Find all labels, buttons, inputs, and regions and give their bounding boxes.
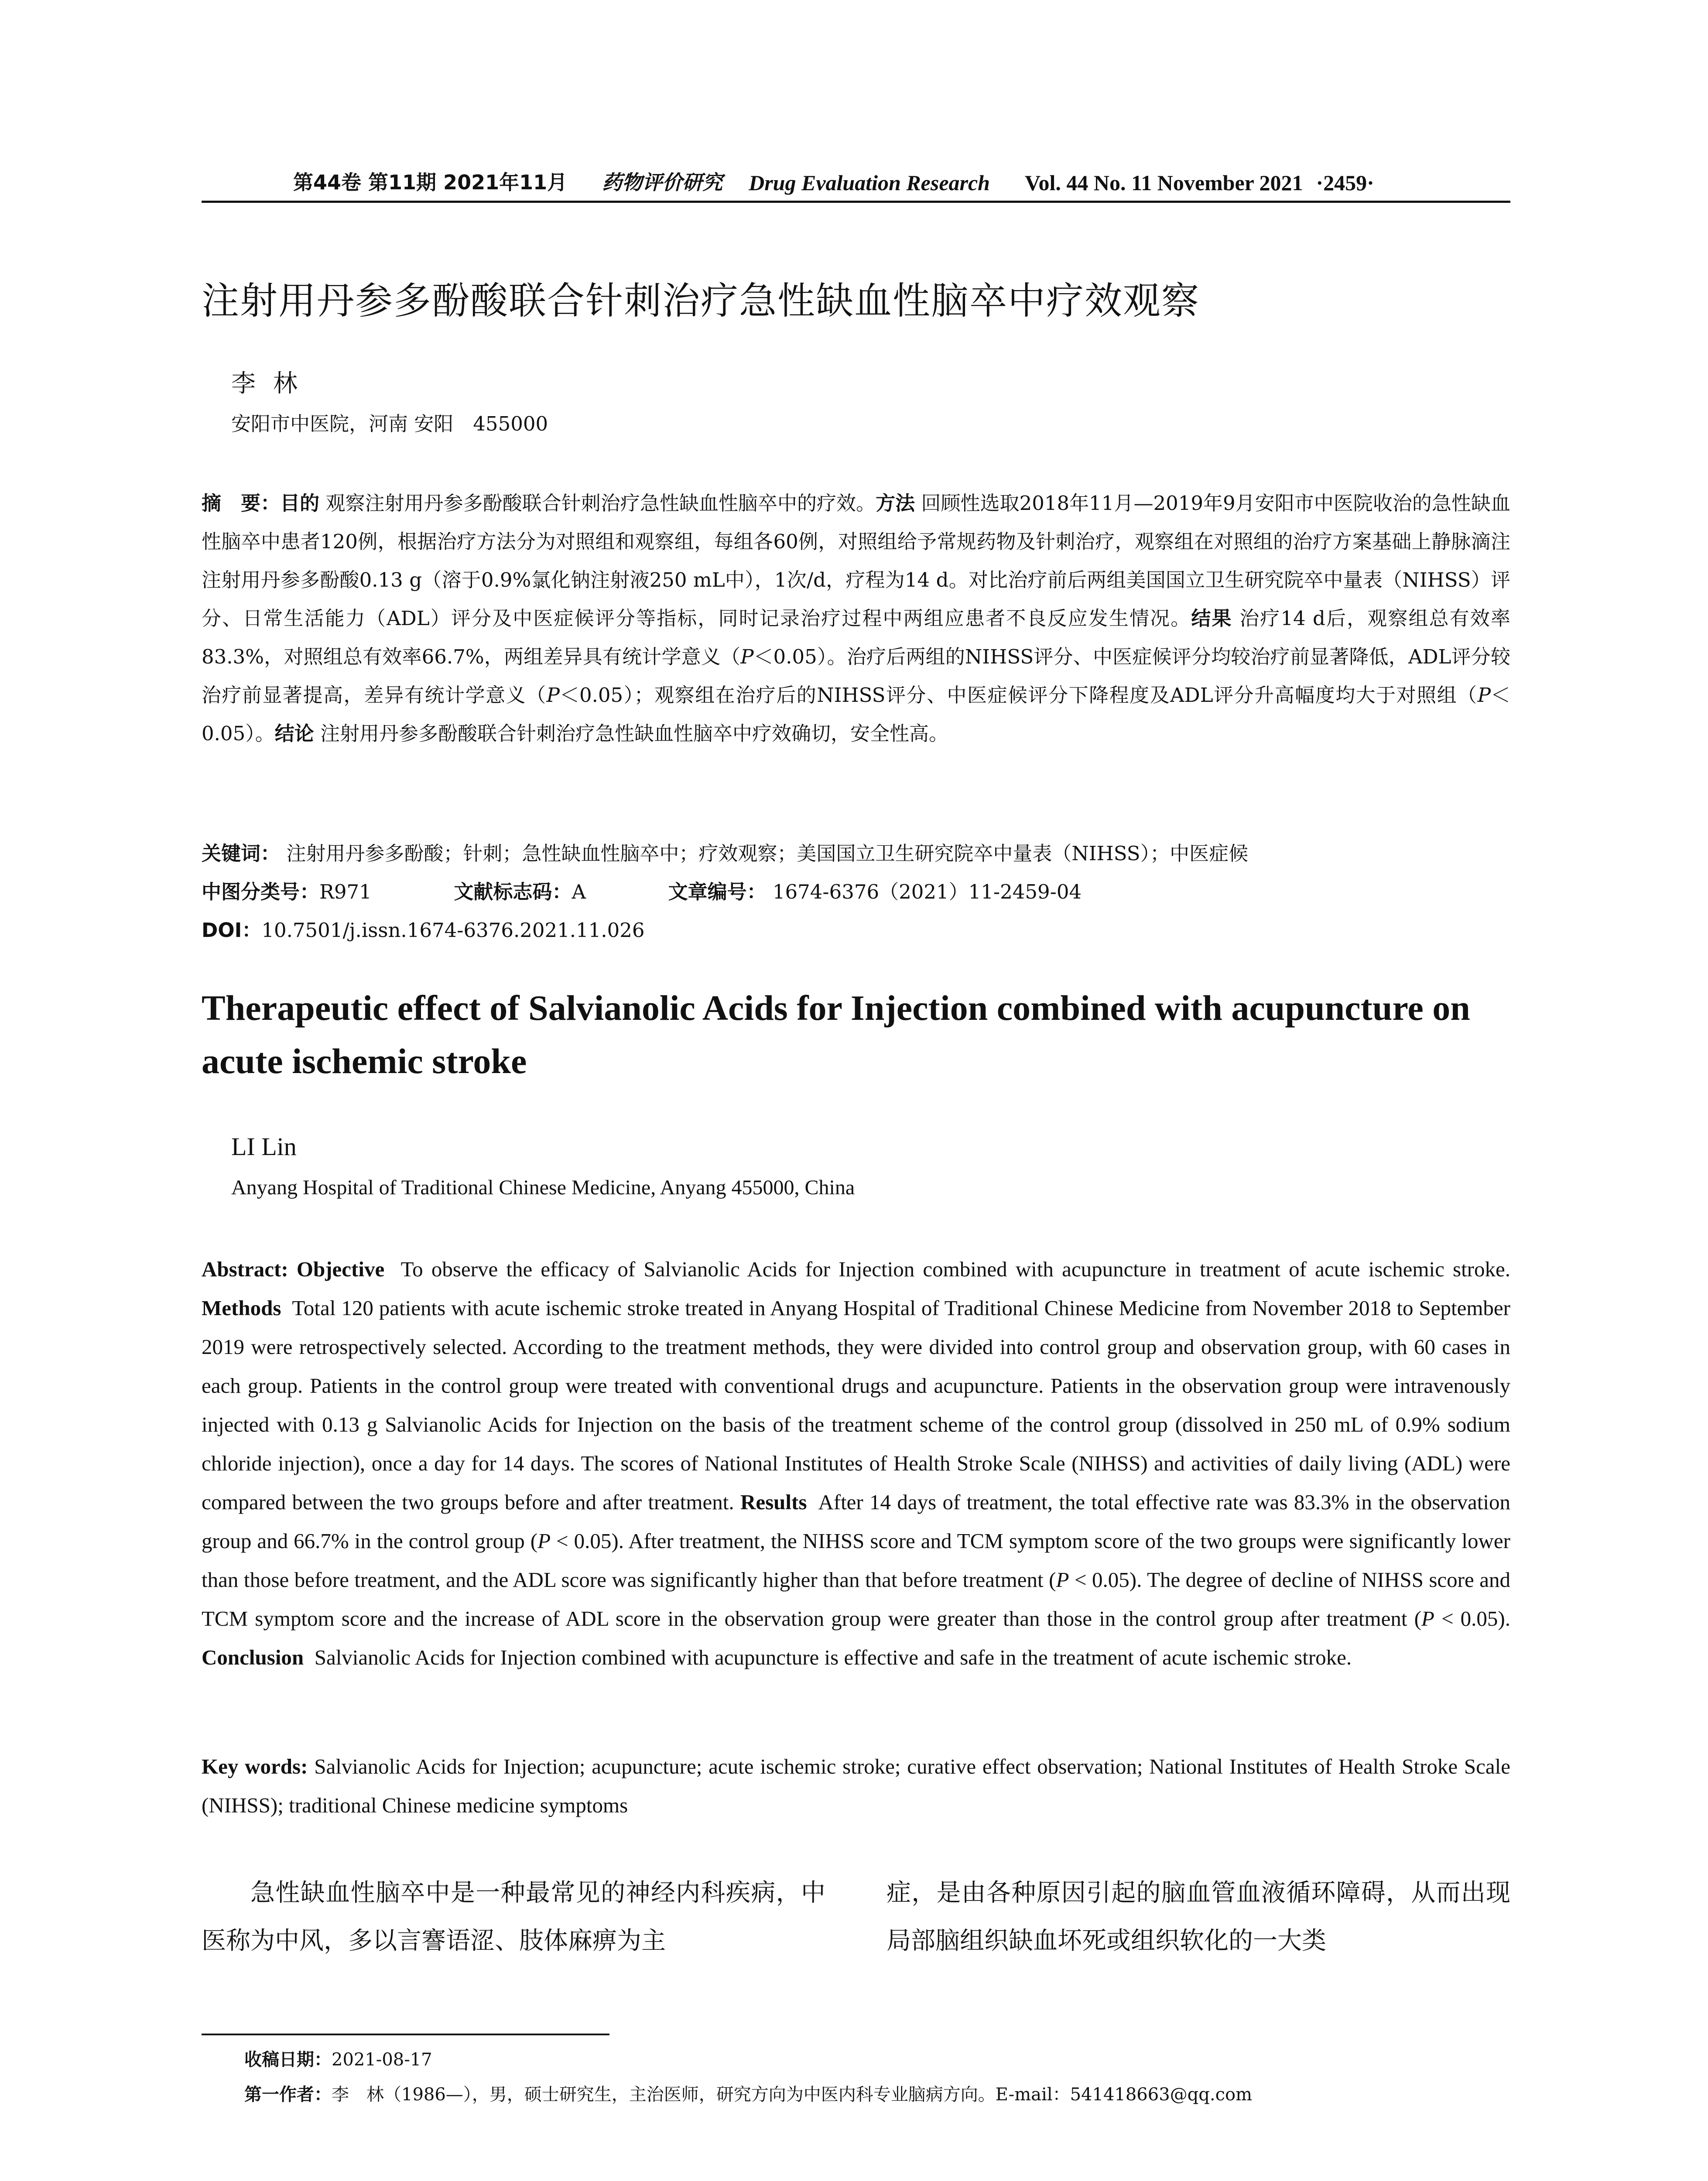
- en-results-label: Results: [740, 1490, 807, 1514]
- en-abstract: [202, 1250, 1510, 1677]
- cn-keywords: [202, 838, 1248, 866]
- doccode-value: A: [572, 880, 586, 903]
- first-author-label: 第一作者：: [244, 2085, 332, 2105]
- en-methods: Total 120 patients with acute ischemic stroke treated in Anyang Hospital of Traditional Chinese Medicine from November 2018 to September 2019 were retrospectively selected. According to the treatment methods, they were divided into control group and observation group, with 60 cases in each group. Patients in the control group were treated with conventional drugs and acupuncture. Patients in the observation group were intravenously injected with 0.13 g Salvianolic Acids for Injection on the basis of the treatment scheme of the control group (dissolved in 250 mL of 0.9% sodium chloride injection), once a day for 14 days. The scores of National Institutes of Health Stroke Scale (NIHSS) and activities of daily living (ADL) were compared between the two groups before and after treatment.: [202, 1296, 1511, 1514]
- header-volume: Vol. 44 No. 11 November 2021: [1024, 171, 1303, 195]
- cn-title: 注射用丹参多酚酸联合针刺治疗急性缺血性脑卒中疗效观察: [202, 279, 1200, 323]
- cn-keywords-label: 关键词：: [202, 842, 281, 865]
- en-p-value: P: [1421, 1607, 1434, 1631]
- cn-p-value: P: [1477, 684, 1491, 707]
- running-header: [202, 168, 1510, 203]
- received-date: 2021-08-17: [332, 2050, 432, 2070]
- cn-results-label: 结果: [1191, 607, 1232, 630]
- cn-affiliation: 安阳市中医院，河南 安阳 455000: [231, 412, 548, 435]
- first-author-info: 李 林（1986—），男，硕士研究生，主治医师，研究方向为中医内科专业脑病方向。E-mail：541418663@qq.com: [332, 2085, 1252, 2105]
- en-objective-label: Objective: [296, 1257, 385, 1281]
- en-affiliation: Anyang Hospital of Traditional Chinese Medicine, Anyang 455000, China: [231, 1176, 855, 1199]
- doi-label: DOI：: [202, 919, 262, 942]
- header-journal: Drug Evaluation Research: [749, 171, 990, 195]
- en-conclusion: Salvianolic Acids for Injection combined with acupuncture is effective and safe in the treatment of acute ischemic stroke.: [314, 1645, 1352, 1669]
- cn-conclusion-label: 结论: [274, 722, 314, 745]
- clc-code: R971: [319, 880, 372, 903]
- journal-logo: 药物评价研究: [602, 171, 723, 194]
- article-number-label: 文章编号：: [668, 880, 767, 903]
- doccode-label: 文献标志码：: [454, 880, 572, 903]
- en-author: LI Lin: [231, 1132, 297, 1161]
- body-column-left: 急性缺血性脑卒中是一种最常见的神经内科疾病，中医称为中风，多以言謇语涩、肢体麻痹为主: [202, 1879, 825, 1955]
- cn-author: 李林: [231, 369, 315, 398]
- article-number: 1674-6376（2021）11-2459-04: [772, 880, 1082, 903]
- cn-methods-label: 方法: [876, 492, 915, 515]
- header-issue: 第44卷 第11期 2021年11月: [293, 171, 568, 194]
- cn-conclusion: 注射用丹参多酚酸联合针刺治疗急性缺血性脑卒中疗效确切，安全性高。: [320, 722, 949, 745]
- en-p-value: P: [1056, 1568, 1069, 1592]
- footnote-divider: [202, 2034, 609, 2035]
- footnote-received: [244, 2046, 432, 2071]
- clc-label: 中图分类号：: [202, 880, 320, 903]
- cn-objective: 观察注射用丹参多酚酸联合针刺治疗急性缺血性脑卒中的疗效。: [325, 492, 876, 515]
- en-results-a: After 14 days of treatment, the total effective rate was 83.3% in the observation group and 66.7% in the control group (: [202, 1490, 1511, 1553]
- en-results-b: < 0.05). After treatment, the NIHSS score and TCM symptom score of the two groups were significantly lower than those before treatment, and the ADL score was significantly higher than that before treatment (: [202, 1529, 1510, 1592]
- received-label: 收稿日期：: [244, 2050, 332, 2070]
- header-page: ·2459·: [1316, 171, 1374, 195]
- doi-value: 10.7501/j.issn.1674-6376.2021.11.026: [261, 919, 645, 942]
- en-conclusion-label: Conclusion: [202, 1645, 304, 1669]
- body-column-right: 症，是由各种原因引起的脑血管血液循环障碍，从而出现局部脑组织缺血坏死或组织软化的一大类: [887, 1879, 1510, 1955]
- en-abstract-label: Abstract:: [202, 1257, 288, 1281]
- cn-keywords-text: 注射用丹参多酚酸；针刺；急性缺血性脑卒中；疗效观察；美国国立卫生研究院卒中量表（NIHSS）；中医症候: [286, 842, 1249, 865]
- en-p-value: P: [537, 1529, 551, 1553]
- cn-p-value: P: [546, 684, 560, 707]
- cn-classification: [202, 876, 1082, 904]
- doi-line: [202, 914, 645, 943]
- en-keywords-text: Salvianolic Acids for Injection; acupuncture; acute ischemic stroke; curative effect observation; National Institutes of Health Stroke Scale (NIHSS); traditional Chinese medicine symptoms: [202, 1754, 1510, 1817]
- en-results-c: < 0.05). The degree of decline of NIHSS score and TCM symptom score and the increase of ADL score in the observation group were greater than those in the control group after treatment (: [202, 1568, 1510, 1631]
- footnote-first-author: [244, 2081, 1252, 2106]
- cn-results-a: 治疗14 d后，观察组总有效率83.3%，对照组总有效率66.7%，两组差异具有统计学意义（: [202, 607, 1510, 668]
- en-methods-label: Methods: [202, 1296, 281, 1320]
- cn-results-d: ＜0.05）。: [202, 684, 1510, 745]
- cn-methods: 回顾性选取2018年11月—2019年9月安阳市中医院收治的急性缺血性脑卒中患者120例，根据治疗方法分为对照组和观察组，每组各60例，对照组给予常规药物及针刺治疗，观察组在对照组的治疗方案基础上静脉滴注注射用丹参多酚酸0.13 g（溶于0.9%氯化钠注射液250 mL中），1次/d，疗程为14 d。对比治疗前后两组美国国立卫生研究院卒中量表（NIHSS）评分、日常生活能力（ADL）评分及中医症候评分等指标，同时记录治疗过程中两组应患者不良反应发生情况。: [202, 492, 1510, 630]
- cn-abstract: [202, 484, 1510, 753]
- cn-objective-label: 目的: [280, 492, 320, 515]
- en-results-d: < 0.05).: [1434, 1607, 1511, 1631]
- cn-results-b: ＜0.05）。治疗后两组的NIHSS评分、中医症候评分均较治疗前显著降低，ADL评分较治疗前显著提高，差异有统计学意义（: [202, 645, 1510, 707]
- cn-abstract-label: 摘 要：: [202, 492, 281, 515]
- en-keywords-label: Key words:: [202, 1754, 308, 1778]
- en-keywords: [202, 1747, 1510, 1825]
- en-title: Therapeutic effect of Salvianolic Acids for Injection combined with acupuncture on acute ischemic stroke: [202, 988, 1470, 1081]
- cn-results-c: ＜0.05）；观察组在治疗后的NIHSS评分、中医症候评分下降程度及ADL评分升高幅度均大于对照组（: [559, 684, 1478, 707]
- cn-p-value: P: [740, 645, 754, 668]
- en-objective: To observe the efficacy of Salvianolic Acids for Injection combined with acupuncture in treatment of acute ischemic stroke.: [400, 1257, 1510, 1281]
